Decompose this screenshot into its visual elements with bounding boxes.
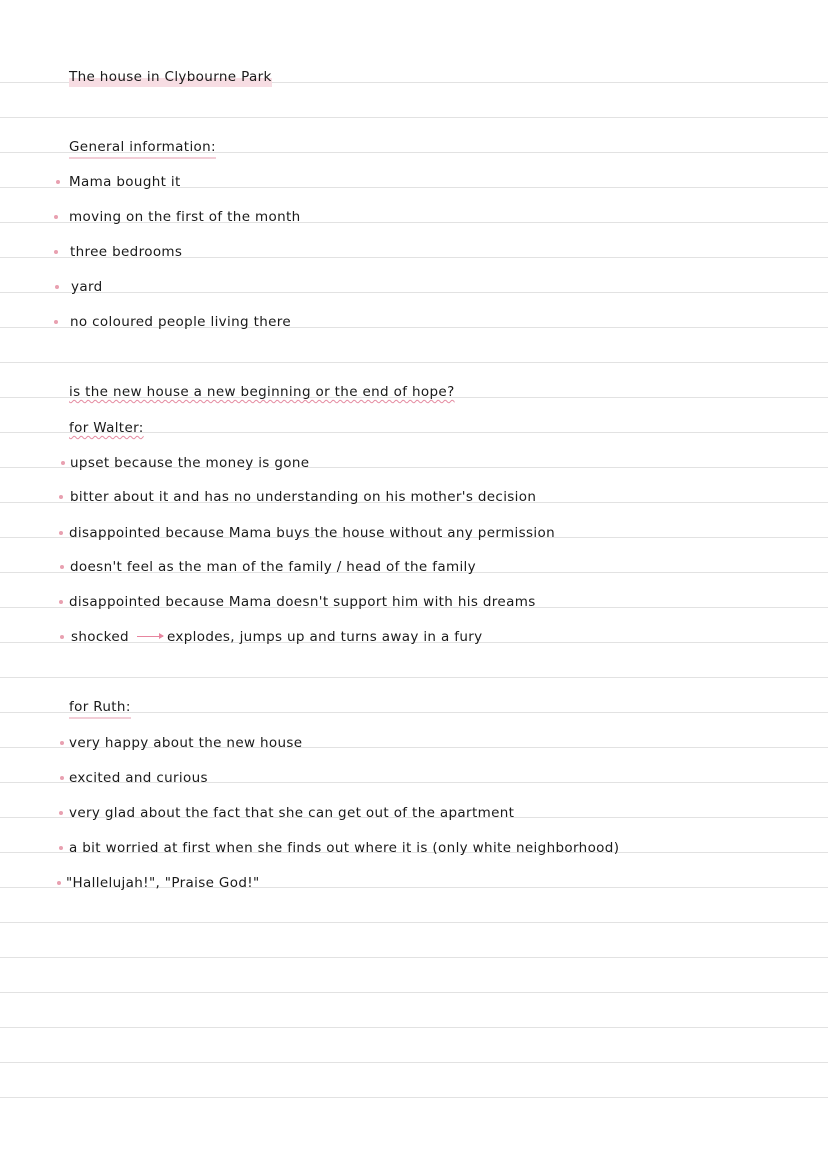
list-item-text: "Hallelujah!", "Praise God!"	[66, 875, 260, 891]
bullet-icon	[60, 635, 64, 639]
ruled-line	[0, 677, 828, 678]
bullet-icon	[59, 811, 63, 815]
bullet-icon	[60, 565, 64, 569]
cause-text: shocked	[71, 629, 129, 645]
effect-text: explodes, jumps up and turns away in a fury	[166, 629, 483, 645]
list-item-text: no coloured people living there	[70, 314, 292, 330]
list-item-text: three bedrooms	[70, 244, 183, 260]
bullet-icon	[59, 846, 63, 850]
list-item-text: Mama bought it	[69, 174, 181, 190]
list-item-text: bitter about it and has no understanding on his mother's decision	[70, 489, 537, 505]
bullet-icon	[55, 285, 59, 289]
bullet-icon	[61, 461, 65, 465]
list-item-text: doesn't feel as the man of the family / head of the family	[70, 559, 476, 575]
bullet-icon	[60, 776, 64, 780]
ruled-line	[0, 292, 828, 293]
ruled-line	[0, 1097, 828, 1098]
bullet-icon	[54, 320, 58, 324]
bullet-icon	[54, 250, 58, 254]
list-item-text: disappointed because Mama doesn't support him with his dreams	[69, 594, 536, 610]
list-item-text: excited and curious	[69, 770, 208, 786]
list-item-text: very glad about the fact that she can get out of the apartment	[69, 805, 515, 821]
ruled-line	[0, 992, 828, 993]
bullet-icon	[60, 741, 64, 745]
list-item-text: disappointed because Mama buys the house without any permission	[69, 525, 555, 541]
bullet-icon	[59, 600, 63, 604]
list-item-text: yard	[71, 279, 103, 295]
list-item-text: very happy about the new house	[69, 735, 303, 751]
bullet-icon	[59, 495, 63, 499]
bullet-icon	[56, 180, 60, 184]
general-heading: General information:	[69, 137, 216, 159]
arrow-right-icon	[137, 636, 163, 637]
ruled-line	[0, 1027, 828, 1028]
bullet-icon	[54, 215, 58, 219]
ruled-line	[0, 362, 828, 363]
walter-heading: for Walter:	[69, 420, 144, 436]
list-item-text	[71, 627, 483, 647]
bullet-icon	[57, 881, 61, 885]
ruled-line	[0, 117, 828, 118]
list-item-text: moving on the first of the month	[69, 209, 301, 225]
question-text: is the new house a new beginning or the end of hope?	[69, 384, 455, 400]
note-title: The house in Clybourne Park	[69, 69, 272, 85]
list-item-text: a bit worried at first when she finds out where it is (only white neighborhood)	[69, 840, 620, 856]
ruled-line	[0, 922, 828, 923]
list-item-text: upset because the money is gone	[70, 455, 310, 471]
ruth-heading: for Ruth:	[69, 697, 131, 719]
ruled-line	[0, 1062, 828, 1063]
ruled-line	[0, 957, 828, 958]
bullet-icon	[59, 531, 63, 535]
